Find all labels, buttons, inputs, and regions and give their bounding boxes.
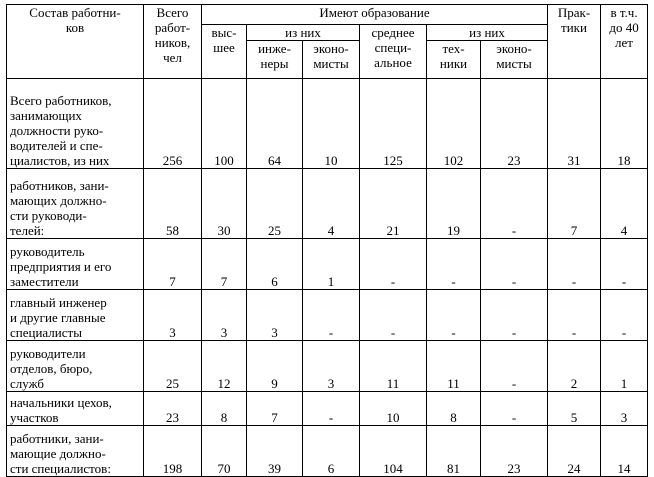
header-technicians: тех- ники <box>427 41 481 79</box>
cell-value: 23 <box>144 392 202 426</box>
cell-value: - <box>481 169 548 239</box>
table-row <box>7 239 648 290</box>
table-row <box>7 290 648 341</box>
cell-value: 24 <box>548 426 601 477</box>
cell-value: 14 <box>601 426 648 477</box>
cell-value: 31 <box>548 79 601 169</box>
row-label: Всего работников, занимающих должности руко- водителей и спе- циалистов, из них <box>7 79 144 169</box>
cell-value: - <box>303 392 360 426</box>
header-economists-secondary: эконо- мисты <box>481 41 548 79</box>
header-total-workers: Всего работ- ников, чел <box>144 5 202 79</box>
cell-value: 104 <box>360 426 427 477</box>
cell-value: 6 <box>303 426 360 477</box>
row-label: работников, зани- мающих должно- сти руководи- телей: <box>7 169 144 239</box>
header-of-them-higher: из них <box>247 25 360 41</box>
cell-value: - <box>481 392 548 426</box>
cell-value: 1 <box>601 341 648 392</box>
cell-value: 2 <box>548 341 601 392</box>
header-economists-higher: эконо- мисты <box>303 41 360 79</box>
cell-value: - <box>481 290 548 341</box>
header-higher: выс- шее <box>202 25 247 79</box>
table-row <box>7 169 648 239</box>
cell-value: 39 <box>247 426 303 477</box>
cell-value: 198 <box>144 426 202 477</box>
cell-value: 7 <box>247 392 303 426</box>
cell-value: 3 <box>144 290 202 341</box>
cell-value: 10 <box>360 392 427 426</box>
cell-value: - <box>481 341 548 392</box>
cell-value: 30 <box>202 169 247 239</box>
header-education-group: Имеют образование <box>202 5 548 25</box>
cell-value: 11 <box>427 341 481 392</box>
cell-value: - <box>548 239 601 290</box>
cell-value: 3 <box>247 290 303 341</box>
table-body <box>7 79 648 477</box>
cell-value: - <box>360 290 427 341</box>
header-of-them-secondary: из них <box>427 25 548 41</box>
cell-value: 256 <box>144 79 202 169</box>
cell-value: - <box>427 290 481 341</box>
table-row <box>7 392 648 426</box>
cell-value: 102 <box>427 79 481 169</box>
row-label: работники, зани- мающие должно- сти специалистов: <box>7 426 144 477</box>
row-label: начальники цехов, участков <box>7 392 144 426</box>
cell-value: 12 <box>202 341 247 392</box>
cell-value: 21 <box>360 169 427 239</box>
cell-value: 11 <box>360 341 427 392</box>
cell-value: 70 <box>202 426 247 477</box>
cell-value: 64 <box>247 79 303 169</box>
header-engineers: инже- неры <box>247 41 303 79</box>
cell-value: - <box>481 239 548 290</box>
cell-value: 100 <box>202 79 247 169</box>
cell-value: 8 <box>427 392 481 426</box>
cell-value: - <box>360 239 427 290</box>
cell-value: 23 <box>481 426 548 477</box>
cell-value: 3 <box>303 341 360 392</box>
row-label: главный инженер и другие главные специалисты <box>7 290 144 341</box>
cell-value: 125 <box>360 79 427 169</box>
cell-value: 7 <box>548 169 601 239</box>
cell-value: 6 <box>247 239 303 290</box>
row-label: руководитель предприятия и его заместители <box>7 239 144 290</box>
cell-value: 7 <box>144 239 202 290</box>
cell-value: 10 <box>303 79 360 169</box>
cell-value: 18 <box>601 79 648 169</box>
cell-value: 3 <box>202 290 247 341</box>
cell-value: 25 <box>247 169 303 239</box>
staff-education-table <box>6 4 648 477</box>
cell-value: 3 <box>601 392 648 426</box>
cell-value: 58 <box>144 169 202 239</box>
row-label: руководители отделов, бюро, служб <box>7 341 144 392</box>
header-under-40: в т.ч. до 40 лет <box>601 5 648 79</box>
cell-value: - <box>601 239 648 290</box>
header-staff: Состав работни- ков <box>7 5 144 79</box>
cell-value: - <box>303 290 360 341</box>
cell-value: 8 <box>202 392 247 426</box>
header-practitioners: Прак- тики <box>548 5 601 79</box>
header-secondary: среднее специ- альное <box>360 25 427 79</box>
table-row <box>7 79 648 169</box>
table-row <box>7 341 648 392</box>
cell-value: - <box>548 290 601 341</box>
cell-value: 9 <box>247 341 303 392</box>
cell-value: 23 <box>481 79 548 169</box>
cell-value: 4 <box>601 169 648 239</box>
cell-value: - <box>601 290 648 341</box>
cell-value: - <box>427 239 481 290</box>
cell-value: 7 <box>202 239 247 290</box>
cell-value: 19 <box>427 169 481 239</box>
cell-value: 1 <box>303 239 360 290</box>
cell-value: 81 <box>427 426 481 477</box>
cell-value: 25 <box>144 341 202 392</box>
cell-value: 5 <box>548 392 601 426</box>
cell-value: 4 <box>303 169 360 239</box>
table-row <box>7 426 648 477</box>
